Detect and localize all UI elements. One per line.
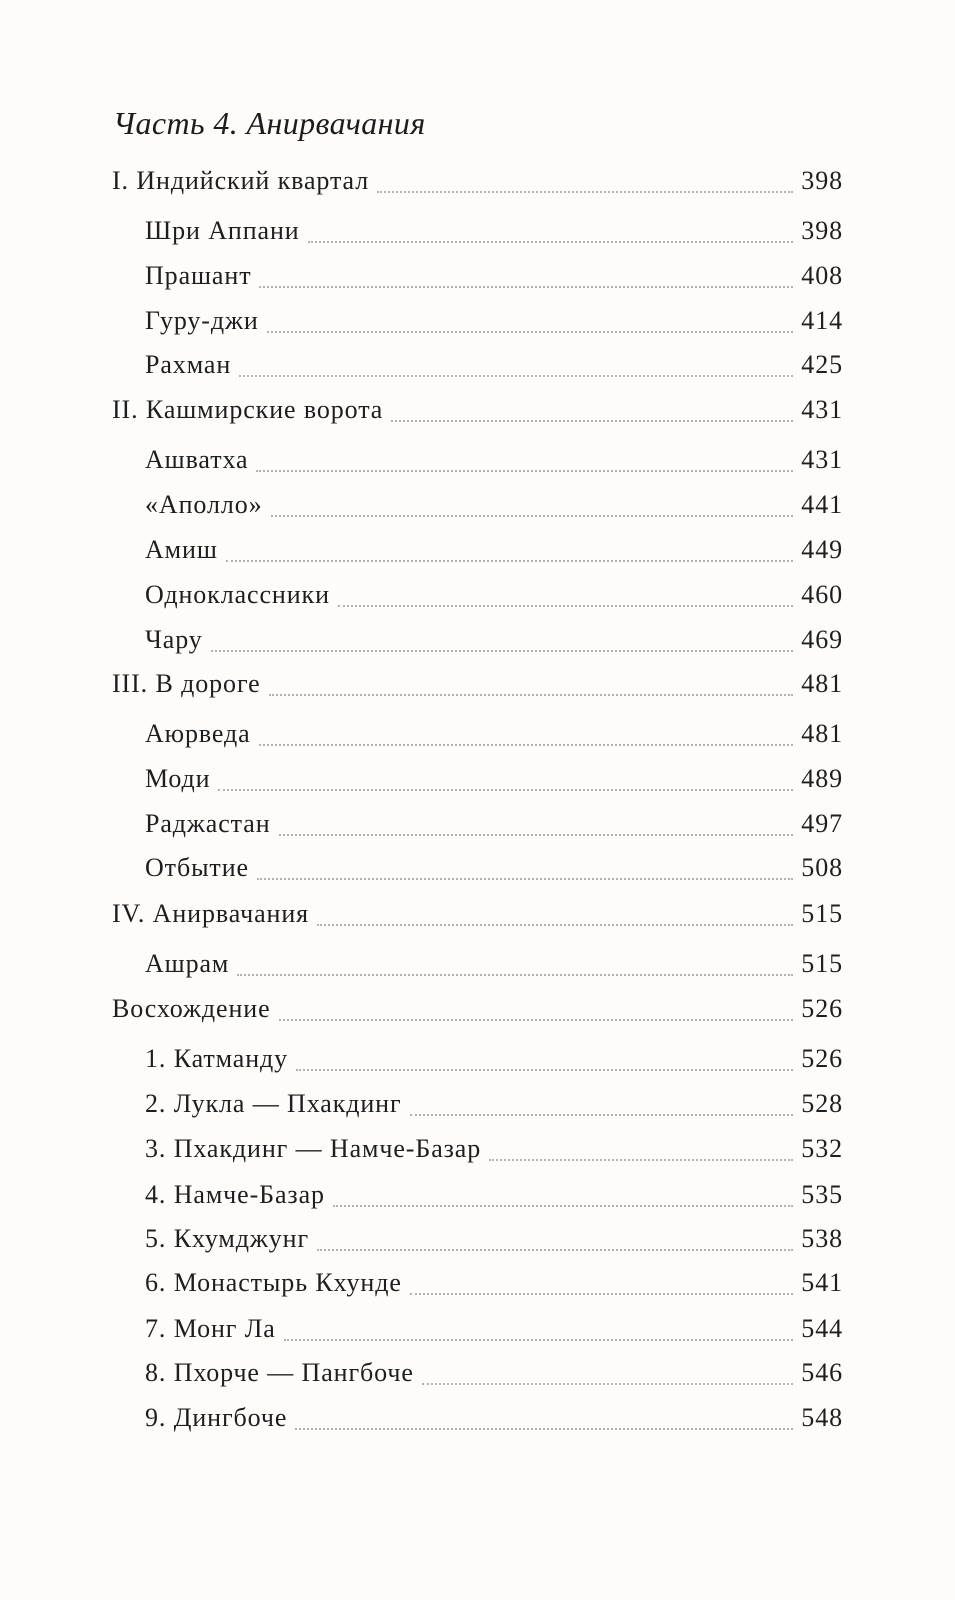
dot-leader <box>489 1159 793 1161</box>
toc-entry[interactable] <box>145 764 843 800</box>
dot-leader <box>218 789 793 791</box>
toc-entry[interactable] <box>145 1314 843 1350</box>
toc-entry-page: 497 <box>801 809 843 838</box>
toc-entry[interactable] <box>145 490 843 526</box>
toc-entry[interactable] <box>145 1044 843 1080</box>
toc-entry[interactable] <box>145 719 843 755</box>
dot-leader <box>410 1114 793 1116</box>
toc-entry-title: 6. Монастырь Кхунде <box>145 1268 402 1297</box>
toc-entry-title: Раджастан <box>145 809 271 838</box>
toc-entry-title: Ашрам <box>145 949 230 978</box>
toc-entry-title: Отбытие <box>145 853 249 882</box>
toc-entry-page: 408 <box>801 261 843 290</box>
toc-entry-title: IV. Анирвачания <box>112 899 310 928</box>
toc-entry-title: 7. Монг Ла <box>145 1314 276 1343</box>
toc-entry-page: 515 <box>801 899 843 928</box>
toc-entry-title: Одноклассники <box>145 580 330 609</box>
toc-entry-title: Аюрведа <box>145 719 251 748</box>
toc-entry-title: 2. Лукла — Пхакдинг <box>145 1089 402 1118</box>
toc-entry[interactable] <box>145 261 843 297</box>
dot-leader <box>226 560 793 562</box>
dot-leader <box>256 470 793 472</box>
toc-entry-page: 449 <box>801 535 843 564</box>
toc-entry-page: 425 <box>801 350 843 379</box>
toc-entry-page: 398 <box>801 166 843 195</box>
dot-leader <box>333 1205 793 1207</box>
toc-entry-title: I. Индийский квартал <box>112 166 370 195</box>
toc-entry-page: 431 <box>801 395 843 424</box>
toc-entry-title: Восхождение <box>112 994 271 1023</box>
toc-entry[interactable] <box>145 1134 843 1170</box>
toc-entry-title: Рахман <box>145 350 232 379</box>
part-title: Часть 4. Анирвачания <box>113 105 426 141</box>
toc-entry-page: 548 <box>801 1403 843 1432</box>
dot-leader <box>269 694 793 696</box>
dot-leader <box>317 924 793 926</box>
toc-entry-page: 431 <box>801 445 843 474</box>
toc-entry[interactable] <box>145 445 843 481</box>
toc-entry[interactable] <box>145 1358 843 1394</box>
toc-entry-title: Амиш <box>145 535 218 564</box>
dot-leader <box>237 974 793 976</box>
dot-leader <box>239 375 793 377</box>
dot-leader <box>295 1428 793 1430</box>
toc-entry-page: 526 <box>801 994 843 1023</box>
dot-leader <box>308 241 793 243</box>
toc-entry-page: 508 <box>801 853 843 882</box>
toc-entry-title: 4. Намче-Базар <box>145 1180 325 1209</box>
toc-entry-title: 3. Пхакдинг — Намче-Базар <box>145 1134 482 1163</box>
toc-entry-page: 528 <box>801 1089 843 1118</box>
toc-entry-title: Прашант <box>145 261 252 290</box>
toc-entry[interactable] <box>112 669 843 705</box>
toc-entry-page: 532 <box>801 1134 843 1163</box>
dot-leader <box>257 878 793 880</box>
toc-entry[interactable] <box>145 1089 843 1125</box>
dot-leader <box>267 331 793 333</box>
toc-entry-page: 481 <box>801 719 843 748</box>
toc-entry[interactable] <box>145 306 843 342</box>
toc-entry[interactable] <box>145 580 843 616</box>
toc-entry-page: 441 <box>801 490 843 519</box>
toc-entry-page: 546 <box>801 1358 843 1387</box>
toc-entry-page: 538 <box>801 1224 843 1253</box>
toc-entry[interactable] <box>145 625 843 661</box>
toc-entry[interactable] <box>145 1403 843 1439</box>
toc-entry[interactable] <box>145 1224 843 1260</box>
toc-entry-title: Шри Аппани <box>145 216 300 245</box>
dot-leader <box>410 1293 793 1295</box>
dot-leader <box>279 834 793 836</box>
toc-entry-title: Моди <box>145 764 211 793</box>
toc-entry[interactable] <box>112 395 843 431</box>
toc-entry-title: III. В дороге <box>112 669 261 698</box>
toc-entry[interactable] <box>145 949 843 985</box>
toc-entry-title: Ашватха <box>145 445 249 474</box>
toc-entry-title: Гуру-джи <box>145 306 259 335</box>
toc-entry-page: 460 <box>801 580 843 609</box>
dot-leader <box>211 650 793 652</box>
toc-entry[interactable] <box>145 853 843 889</box>
dot-leader <box>377 191 793 193</box>
toc-entry-page: 469 <box>801 625 843 654</box>
toc-entry[interactable] <box>145 350 843 386</box>
dot-leader <box>422 1383 793 1385</box>
toc-entry-title: 9. Дингбоче <box>145 1403 288 1432</box>
dot-leader <box>259 286 793 288</box>
toc-entry-title: II. Кашмирские ворота <box>112 395 384 424</box>
dot-leader <box>284 1339 793 1341</box>
dot-leader <box>391 420 793 422</box>
dot-leader <box>271 515 794 517</box>
toc-entry[interactable] <box>112 166 843 202</box>
toc-entry-title: «Аполло» <box>145 490 263 519</box>
toc-entry-title: 8. Пхорче — Пангбоче <box>145 1358 414 1387</box>
toc-entry-page: 481 <box>801 669 843 698</box>
toc-entry-page: 489 <box>801 764 843 793</box>
toc-entry-title: Чару <box>145 625 203 654</box>
toc-entry-page: 535 <box>801 1180 843 1209</box>
toc-entry[interactable] <box>145 535 843 571</box>
toc-entry-page: 414 <box>801 306 843 335</box>
dot-leader <box>296 1069 793 1071</box>
dot-leader <box>279 1019 793 1021</box>
toc-entry[interactable] <box>145 1180 843 1216</box>
toc-entry-page: 544 <box>801 1314 843 1343</box>
toc-entry[interactable] <box>145 216 843 252</box>
toc-entry-page: 526 <box>801 1044 843 1073</box>
dot-leader <box>259 744 793 746</box>
dot-leader <box>338 605 793 607</box>
toc-entry[interactable] <box>112 899 843 935</box>
toc-entry-page: 515 <box>801 949 843 978</box>
toc-entry-title: 1. Катманду <box>145 1044 289 1073</box>
toc-entry-page: 398 <box>801 216 843 245</box>
toc-entry[interactable] <box>145 1268 843 1304</box>
toc-entry-title: 5. Кхумджунг <box>145 1224 310 1253</box>
toc-entry[interactable] <box>145 809 843 845</box>
dot-leader <box>317 1249 793 1251</box>
toc-entry[interactable] <box>112 994 843 1030</box>
toc-entry-page: 541 <box>801 1268 843 1297</box>
